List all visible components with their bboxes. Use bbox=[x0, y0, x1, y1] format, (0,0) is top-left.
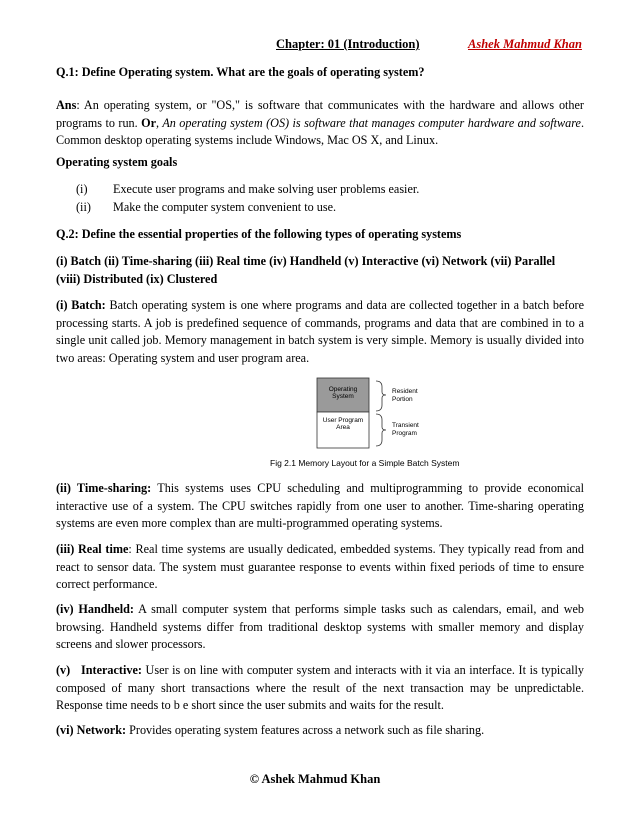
goals-heading: Operating system goals bbox=[56, 155, 178, 169]
figure-label-top: Resident Portion bbox=[392, 388, 418, 403]
network-text: Provides operating system features across a network such as file sharing. bbox=[126, 723, 485, 737]
list-item-text: Make the computer system convenient to use. bbox=[113, 200, 337, 214]
realtime-label: (iii) Real time bbox=[56, 542, 129, 556]
list-item bbox=[76, 199, 576, 217]
ans-text-1: : An operating system, or "OS," is software that communicates with the hardware and allows other programs to run. bbox=[56, 98, 584, 130]
figure-caption: Fig 2.1 Memory Layout for a Simple Batch System bbox=[270, 458, 460, 468]
brace-top-icon bbox=[376, 381, 386, 411]
network-label: (vi) Network: bbox=[56, 723, 127, 737]
interactive-text: User is on line with computer system and interacts with it via an interface. It is typically composed of many short transactions where the result of the next transaction may be unpredictable. Response time needs to b e short since the user submits and waits for the result. bbox=[56, 663, 584, 713]
page-header bbox=[0, 37, 638, 55]
ans-label: Ans bbox=[56, 98, 77, 112]
handheld-label: (iv) Handheld: bbox=[56, 602, 134, 616]
figure-box-bottom-label: User Program Area bbox=[322, 417, 364, 431]
timesharing-text: This systems uses CPU scheduling and multiprogramming to provide economical interactive use of a system. The CPU switches rapidly from one user to another. Time-sharing operating systems are even more complex than are multi-programmed operating systems. bbox=[56, 481, 584, 531]
list-item-number: (ii) bbox=[76, 200, 91, 214]
timesharing-paragraph bbox=[56, 480, 584, 533]
timesharing-label: (ii) Time-sharing: bbox=[56, 481, 152, 495]
os-types-line-1: (i) Batch (ii) Time-sharing (iii) Real time (iv) Handheld (v) Interactive (vi) Network (vii) Parallel bbox=[56, 254, 556, 268]
chapter-title: Chapter: 01 (Introduction) bbox=[276, 37, 420, 51]
memory-layout-figure bbox=[316, 377, 476, 457]
or-label: Or bbox=[141, 115, 157, 130]
page-footer bbox=[0, 772, 638, 787]
brace-bottom-icon bbox=[376, 414, 386, 446]
question-2: Q.2: Define the essential properties of the following types of operating systems bbox=[56, 227, 462, 241]
ans-text-2: . Common desktop operating systems include Windows, Mac OS X, and Linux. bbox=[56, 115, 584, 148]
batch-label: (i) Batch: bbox=[56, 298, 106, 312]
interactive-paragraph bbox=[56, 662, 584, 715]
answer-1 bbox=[56, 97, 584, 150]
copyright-text: © Ashek Mahmud Khan bbox=[249, 772, 381, 786]
interactive-label: (v) Interactive: bbox=[56, 663, 142, 677]
list-item-number: (i) bbox=[76, 182, 88, 196]
os-types-line-2: (viii) Distributed (ix) Clustered bbox=[56, 271, 218, 286]
os-types-list bbox=[56, 253, 584, 288]
author-name: Ashek Mahmud Khan bbox=[468, 37, 582, 51]
figure-box-top-label: Operating System bbox=[328, 386, 358, 400]
batch-paragraph bbox=[56, 297, 584, 367]
list-item bbox=[76, 181, 576, 199]
list-item-text: Execute user programs and make solving user problems easier. bbox=[113, 182, 420, 196]
question-1: Q.1: Define Operating system. What are the goals of operating system? bbox=[56, 65, 425, 79]
realtime-text: : Real time systems are usually dedicated, embedded systems. They typically read from and react to sensor data. The system must guarantee response to events within fixed periods of time to ensure correct performance. bbox=[56, 542, 584, 592]
handheld-text: A small computer system that performs simple tasks such as calendars, email, and web browsing. Handheld systems differ from traditional desktop systems with smaller memory and display screens and slower processors. bbox=[56, 602, 585, 652]
realtime-paragraph bbox=[56, 541, 584, 594]
figure-label-bottom: Transient Program bbox=[392, 422, 419, 437]
network-paragraph bbox=[56, 722, 584, 740]
handheld-paragraph bbox=[56, 601, 584, 654]
batch-text: Batch operating system is one where programs and data are collected together in a batch before processing starts. A job is predefined sequence of commands, programs and data that are combined in to a single unit called job. Memory management in batch system is very simple. Memory is usually divided into two areas: Operating system and user program area. bbox=[56, 298, 585, 365]
ans-italic: , An operating system (OS) is software that manages computer hardware and software bbox=[156, 115, 581, 130]
